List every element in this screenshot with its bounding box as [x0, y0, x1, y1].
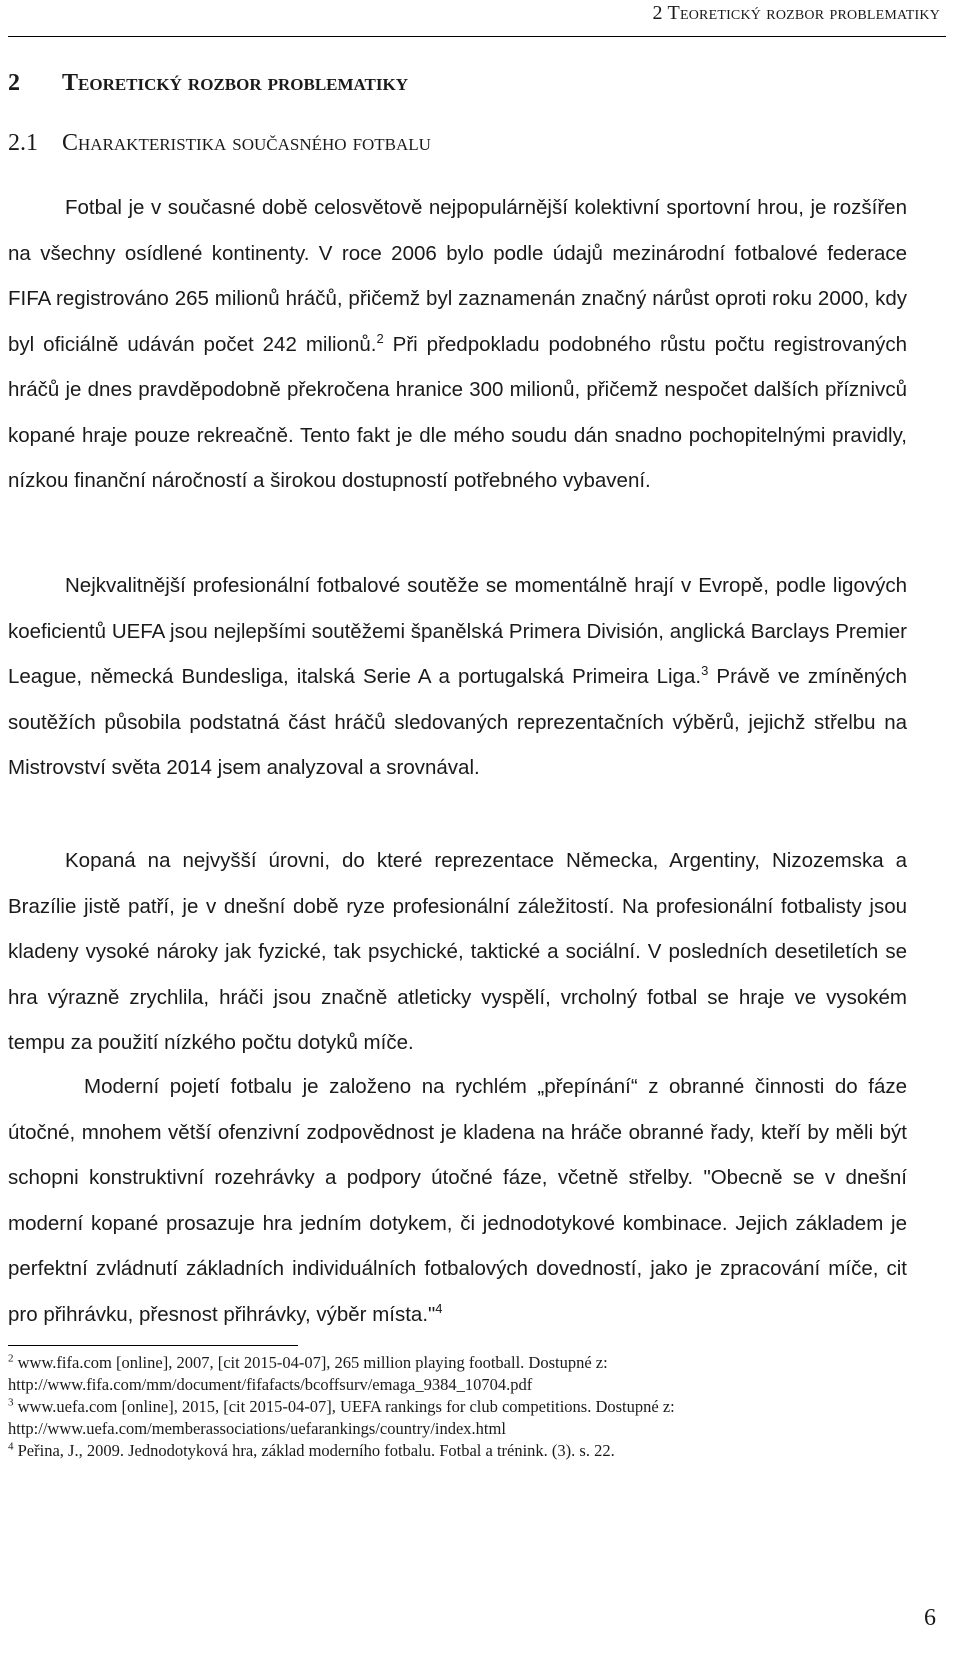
- section-heading: [8, 130, 431, 157]
- paragraph-text: Moderní pojetí fotbalu je založeno na rychlém „přepínání“ z obranné činnosti do fáze útočné, mnohem větší ofenzivní zodpovědnost je kladena na hráče obranné řady, kteří by měli být schopni konstruktivní rozehrávky a podpory útočné fáze, včetně střelby. "Obecně se v dnešní moderní kopané prosazuje hra jedním dotykem, či jednodotykové kombinace. Jejich základem je perfektní zvládnutí základních individuálních fotbalových dovedností, jako je zpracování míče, cit pro přihrávku, přesnost přihrávky, výběr místa.": [8, 1075, 907, 1326]
- section-number: 2.1: [8, 130, 38, 156]
- footnote-separator: [8, 1345, 298, 1346]
- footnote-3-url[interactable]: http://www.uefa.com/memberassociations/uefarankings/country/index.html: [8, 1419, 506, 1438]
- footnote-ref-3[interactable]: 3: [701, 663, 709, 679]
- footnote-number: 3: [8, 1396, 14, 1409]
- footnote-4: [8, 1440, 908, 1462]
- paragraph-text: Nejkvalitnější profesionální fotbalové soutěže se momentálně hrají v Evropě, podle ligových koeficientů UEFA jsou nejlepšími soutěžemi španělská Primera División, anglická Barclays Premier League, německá Bundesliga, italská Serie A a portugalská Primeira Liga.: [8, 574, 907, 688]
- footnote-number: 2: [8, 1352, 14, 1365]
- running-header: 2 Teoretický rozbor problematiky: [652, 2, 940, 24]
- footnote-2: [8, 1352, 908, 1374]
- footnotes: [8, 1352, 908, 1462]
- footnote-3: [8, 1396, 908, 1418]
- chapter-number: 2: [8, 70, 20, 96]
- paragraph-text: Při předpokladu podobného růstu počtu registrovaných hráčů je dnes pravděpodobně překročena hranice 300 milionů, přičemž nespočet dalších příznivců kopané hraje pouze rekreačně. Tento fakt je dle mého soudu dán snadno pochopitelnými pravidly, nízkou finanční náročností a širokou dostupností potřebného vybavení.: [8, 332, 907, 492]
- footnote-number: 4: [8, 1440, 14, 1453]
- page-number: 6: [924, 1605, 936, 1631]
- section-title: Charakteristika současného fotbalu: [62, 130, 431, 156]
- header-rule: [8, 36, 946, 37]
- footnote-text: www.uefa.com [online], 2015, [cit 2015-04-07], UEFA rankings for club competitions. Dostupné z:: [13, 1397, 675, 1416]
- paragraph-text: Právě ve zmíněných soutěžích působila podstatná část hráčů sledovaných reprezentačních výběrů, jejichž střelbu na Mistrovství světa 2014 jsem analyzoval a srovnával.: [8, 665, 907, 779]
- paragraph-3: [8, 838, 907, 1066]
- footnote-text: Peřina, J., 2009. Jednodotyková hra, základ moderního fotbalu. Fotbal a trénink. (3). s. 22.: [13, 1441, 615, 1460]
- paragraph-text: Kopaná na nejvyšší úrovni, do které reprezentace Německa, Argentiny, Nizozemska a Brazílie jistě patří, je v dnešní době ryze profesionální záležitostí. Na profesionální fotbalisty jsou kladeny vysoké nároky jak fyzické, tak psychické, taktické a sociální. V posledních desetiletích se hra výrazně zrychlila, hráči jsou značně atleticky vyspělí, vrcholný fotbal se hraje ve vysokém tempu za použití nízkého počtu dotyků míče.: [8, 849, 907, 1054]
- paragraph-1: [8, 185, 907, 504]
- footnote-2-url[interactable]: http://www.fifa.com/mm/document/fifafacts/bcoffsurv/emaga_9384_10704.pdf: [8, 1375, 533, 1394]
- footnote-text: www.fifa.com [online], 2007, [cit 2015-04-07], 265 million playing football. Dostupné z:: [13, 1353, 608, 1372]
- chapter-heading: [8, 70, 408, 97]
- paragraph-text: Fotbal je v současné době celosvětově nejpopulárnější kolektivní sportovní hrou, je rozšířen na všechny osídlené kontinenty. V roce 2006 bylo podle údajů mezinárodní fotbalové federace FIFA registrováno 265 milionů hráčů, přičemž byl zaznamenán značný nárůst oproti roku 2000, kdy byl oficiálně udáván počet 242 milionů.: [8, 196, 907, 356]
- chapter-title: Teoretický rozbor problematiky: [62, 70, 409, 96]
- footnote-ref-2[interactable]: 2: [376, 330, 384, 346]
- paragraph-2: [8, 563, 907, 791]
- footnote-ref-4[interactable]: 4: [435, 1300, 443, 1316]
- paragraph-4: [8, 1064, 907, 1337]
